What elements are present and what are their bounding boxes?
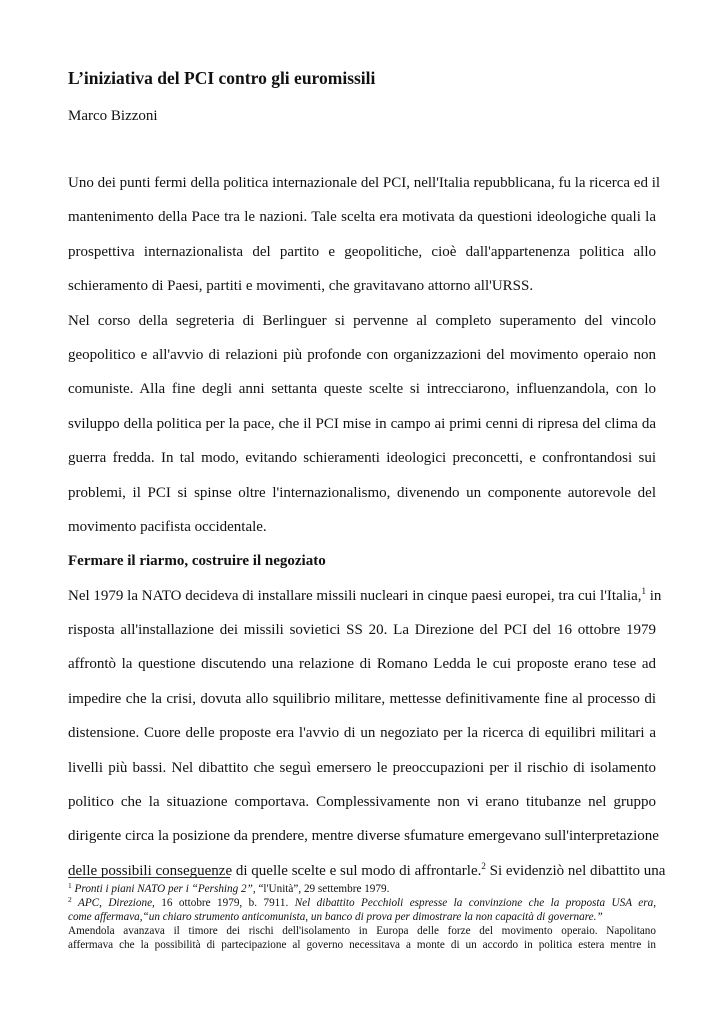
footnote-text: APC, Direzione,	[71, 897, 155, 909]
footnote-line: Amendola avanzava il timore dei rischi dell'isolamento in Europa delle forze del movimento operaio. Napolitano	[68, 925, 656, 937]
paragraph-line: geopolitico e all'avvio di relazioni più profonde con organizzazioni del movimento operaio non	[68, 346, 656, 363]
paragraph-line: distensione. Cuore delle proposte era l'avvio di un negoziato per la ricerca di equilibri militari a	[68, 725, 656, 742]
paragraph-line: prospettiva internazionalista del partito e geopolitiche, cioè dall'appartenenza politica allo	[68, 243, 656, 260]
paragraph-line: dirigente circa la posizione da prendere, mentre diverse sfumature emergevano sull'interpretazione	[68, 828, 659, 845]
paragraph-text: delle possibili conseguenze di quelle scelte e sul modo di affrontarle.	[68, 862, 482, 879]
paragraph-text: Si evidenziò nel dibattito una	[485, 862, 666, 879]
footnotes	[68, 882, 656, 952]
paragraph-line: mantenimento della Pace tra le nazioni. Tale scelta era motivata da questioni ideologiche quali la	[68, 209, 656, 226]
document-title: L’iniziativa del PCI contro gli euromissili	[68, 68, 376, 88]
footnote-ref-2[interactable]: 2	[481, 860, 486, 871]
paragraph-line: affrontò la questione discutendo una relazione di Romano Ledda le cui proposte erano tese ad	[68, 656, 656, 673]
paragraph-text: Nel 1979 la NATO decideva di installare missili nucleari in cinque paesi europei, tra cui l'Italia,	[68, 587, 642, 604]
footnote-ref-1[interactable]: 1	[641, 585, 646, 596]
paragraph-line: sviluppo della politica per la pace, che il PCI mise in campo ai primi cenni di ripresa del clima da	[68, 415, 656, 432]
footnote-text: Nel dibattito Pecchioli espresse la convinzione che la proposta USA era,	[288, 897, 656, 909]
author-name: Marco Bizzoni	[68, 108, 158, 124]
paragraph-line: Uno dei punti fermi della politica internazionale del PCI, nell'Italia repubblicana, fu la ricerca ed il	[68, 175, 661, 191]
footnote-text: Pronti i piani NATO per i “Pershing 2”,	[71, 883, 256, 895]
paragraph-line: impedire che la crisi, dovuta allo squilibrio militare, mettesse definitivamente fine al processo di	[68, 690, 656, 707]
paragraph-line: schieramento di Paesi, partiti e movimenti, che gravitavano attorno all'URSS.	[68, 278, 534, 295]
footnote-2	[68, 896, 656, 910]
footnote-number: 2	[68, 895, 72, 904]
footnote-line: affermava che la possibilità di partecipazione al governo necessitava a monte di un accordo in politica estera mentre in	[68, 939, 656, 951]
paragraph-line: politico che la situazione comportava. Complessivamente non vi erano titubanze nel gruppo	[68, 794, 656, 811]
paragraph-line: Nel corso della segreteria di Berlinguer si pervenne al completo superamento del vincolo	[68, 312, 656, 329]
paragraph-line: risposta all'installazione dei missili sovietici SS 20. La Direzione del PCI del 16 ottobre 1979	[68, 622, 656, 639]
footnote-separator	[68, 877, 230, 878]
section-heading: Fermare il riarmo, costruire il negoziato	[68, 553, 326, 570]
footnote-number: 1	[68, 881, 72, 890]
footnote-text: 16 ottobre 1979, b. 7911.	[154, 897, 289, 909]
paragraph-line: livelli più bassi. Nel dibattito che seguì emersero le preoccupazioni per il rischio di isolamento	[68, 759, 656, 776]
paragraph-line: movimento pacifista occidentale.	[68, 518, 267, 535]
paragraph-line	[68, 585, 662, 619]
footnote-1	[68, 882, 656, 896]
paragraph-line: problemi, il PCI si spinse oltre l'internazionalismo, divenendo un componente autorevole del	[68, 484, 656, 501]
footnote-line: come affermava,“un chiaro strumento anticomunista, un banco di prova per dimostrare la non capacità di governare.”	[68, 911, 603, 923]
paragraph-text: in	[646, 587, 662, 604]
footnote-text: “l'Unità”, 29 settembre 1979.	[255, 883, 390, 895]
body-text	[68, 172, 666, 894]
paragraph-line: guerra fredda. In tal modo, evitando schieramenti ideologici preconcetti, e confrontandosi sui	[68, 450, 656, 467]
paragraph-line: comuniste. Alla fine degli anni settanta queste scelte si intrecciarono, influenzandola, con lo	[68, 381, 656, 398]
